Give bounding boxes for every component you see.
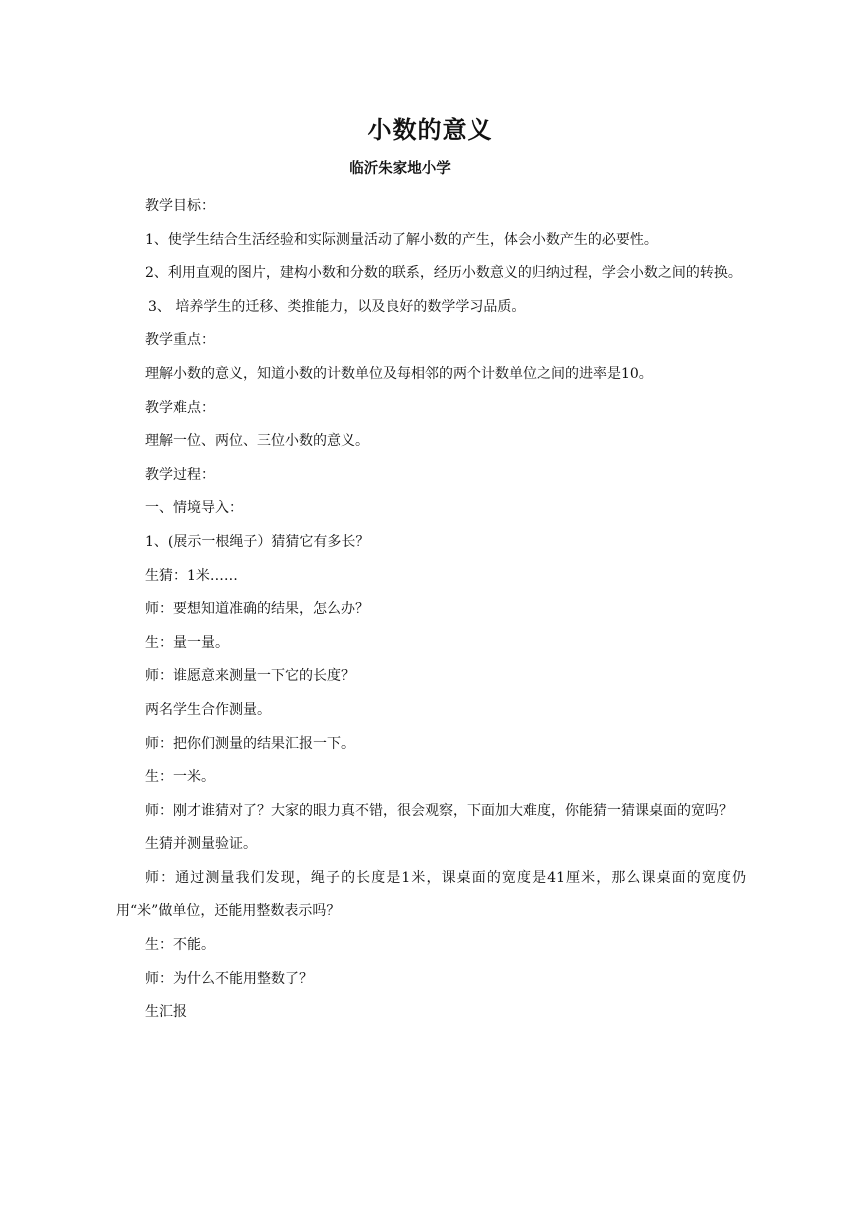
paragraph: 1、使学生结合生活经验和实际测量活动了解小数的产生，体会小数产生的必要性。 (145, 231, 658, 248)
paragraph: 生：量一量。 (145, 634, 229, 651)
paragraph: 理解小数的意义，知道小数的计数单位及每相邻的两个计数单位之间的进率是10。 (145, 365, 653, 382)
paragraph: 教学目标： (145, 198, 215, 214)
paragraph: 一、情境导入： (145, 500, 243, 517)
paragraph: 2、利用直观的图片，建构小数和分数的联系，经历小数意义的归纳过程，学会小数之间的转换。 (145, 265, 742, 282)
paragraph: 两名学生合作测量。 (145, 701, 271, 718)
paragraph: 1、(展示一根绳子）猜猜它有多长？ (145, 533, 370, 550)
paragraph: 理解一位、两位、三位小数的意义。 (145, 433, 369, 450)
paragraph: 教学难点： (145, 399, 215, 416)
paragraph: 师：把你们测量的结果汇报一下。 (145, 735, 355, 752)
paragraph: 师：谁愿意来测量一下它的长度？ (145, 668, 355, 685)
paragraph: 教学过程： (145, 466, 215, 483)
paragraph: 3、 培养学生的迁移、类推能力，以及良好的数学学习品质。 (148, 298, 526, 315)
paragraph: 生：不能。 (145, 937, 215, 954)
paragraph: 生猜并测量验证。 (145, 836, 257, 853)
paragraph: 生：一米。 (145, 769, 215, 786)
document-subtitle: 临沂朱家地小学 (349, 161, 451, 177)
paragraph: 师：刚才谁猜对了？大家的眼力真不错，很会观察，下面加大难度，你能猜一猜课桌面的宽吗？ (145, 802, 733, 819)
paragraph: 生汇报 (145, 1004, 187, 1021)
paragraph: 师：要想知道准确的结果，怎么办？ (145, 601, 369, 618)
paragraph: 生猜：1米…… (145, 567, 238, 584)
paragraph: 教学重点： (145, 332, 215, 349)
document-body (116, 190, 746, 1030)
paragraph: 师：通过测量我们发现，绳子的长度是1米，课桌面的宽度是41厘米，那么课桌面的宽度仍用“米”做单位，还能用整数表示吗？ (116, 869, 746, 920)
paragraph: 师：为什么不能用整数了？ (145, 970, 313, 987)
document-title: 小数的意义 (367, 116, 493, 144)
